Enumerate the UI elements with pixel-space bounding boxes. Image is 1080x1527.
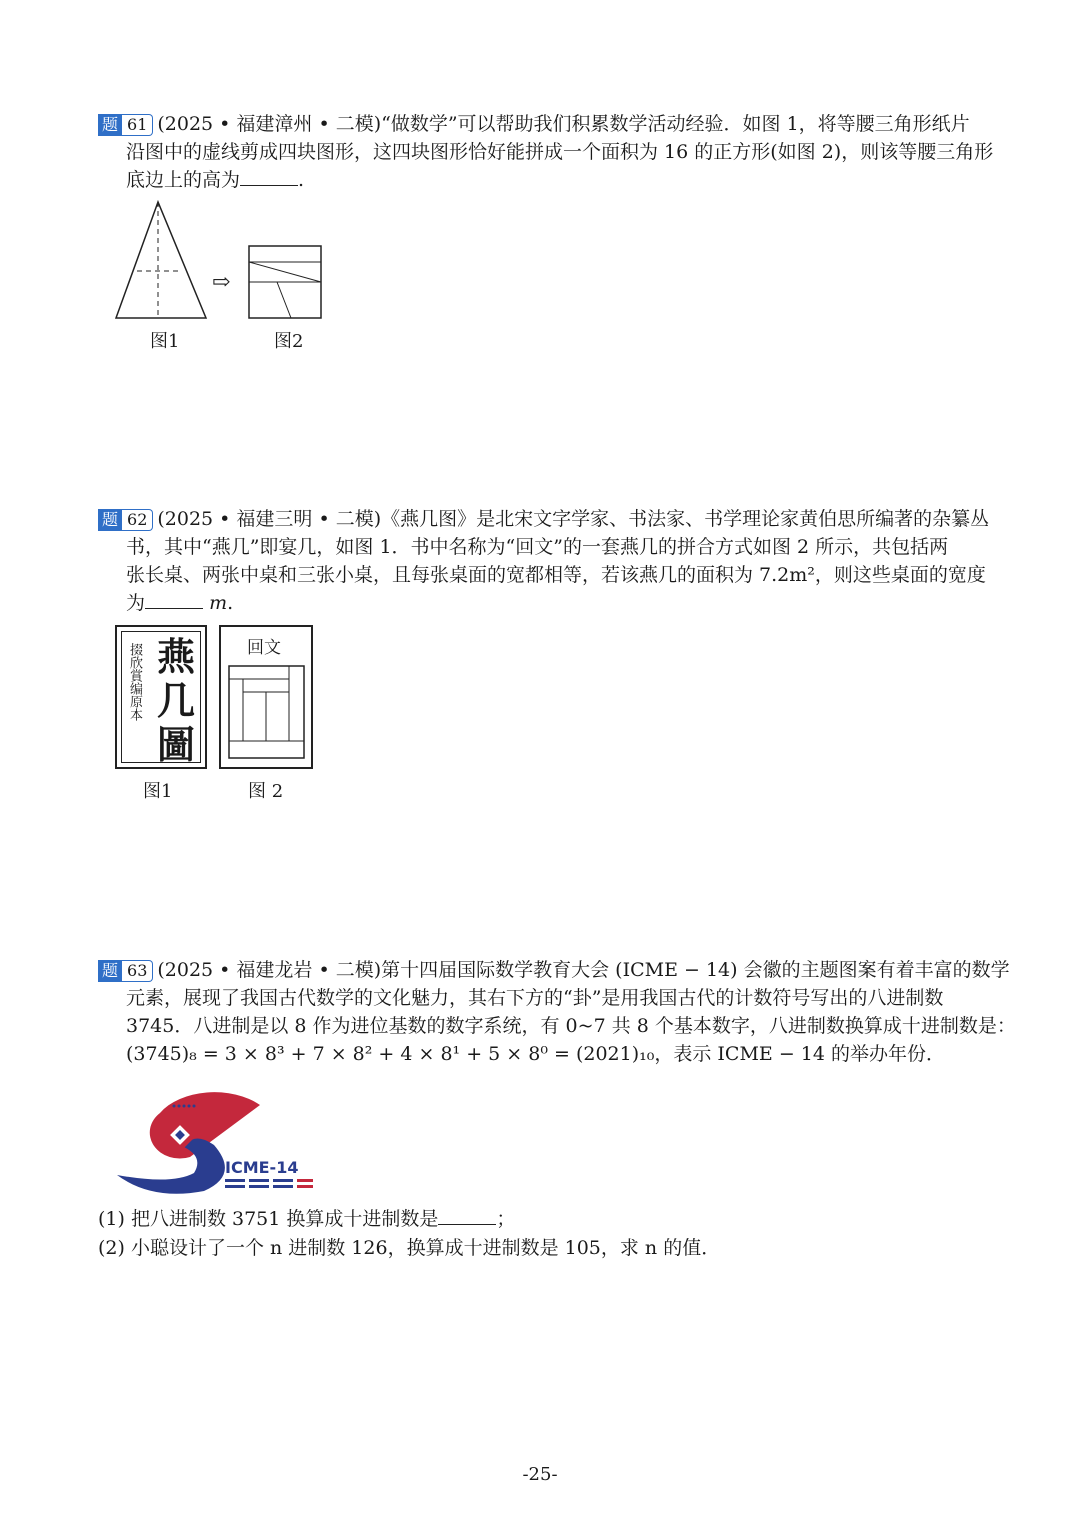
question-61 [98,110,994,194]
yanji-book-cover [115,625,207,769]
question-61-line-3: 底边上的高为 . [126,169,305,191]
figure-2-caption: 图2 [274,331,304,352]
triangle-figure [116,202,206,318]
question-62-line-1: 题 62 (2025 • 福建三明 • 二模)《燕几图》是北宋文字学家、书法家、书学理论家黄伯思所编著的杂纂丛 [98,505,988,533]
icme-14-logo [112,1075,322,1197]
question-62-line-2: 书，其中“燕几”即宴几，如图 1．书中名称为“回文”的一套燕几的拼合方式如图 2 所示，共包括两 [126,536,949,558]
question-62-line-4: 为 m. [126,592,234,614]
answer-blank [240,167,298,186]
question-63-line-2: 元素，展现了我国古代数学的文化魅力，其右下方的“卦”是用我国古代的计数符号写出的八进制数 [126,987,944,1009]
q61-figures [112,198,332,324]
question-badge: 题 62 [98,509,153,531]
square-figure [249,246,321,318]
page-number: -25- [522,1464,558,1485]
question-badge: 题 63 [98,960,153,982]
figure-1-caption: 图1 [150,331,180,352]
answer-blank [438,1206,496,1225]
question-63-line-1: 题 63 (2025 • 福建龙岩 • 二模)第十四届国际数学教育大会 (ICME − 14) 会徽的主题图案有着丰富的数学 [98,956,988,984]
question-badge: 题 61 [98,114,153,136]
arrow-icon: ⇨ [212,270,231,295]
cover-small-text: 掇欣賞编原本 [127,643,142,721]
cover-title: 燕 几 圖 [157,634,196,767]
question-63-line-3: 3745．八进制是以 8 作为进位基数的数字系统，有 0~7 共 8 个基本数字，八进制数换算成十进制数是： [126,1015,1016,1037]
question-63-line-4: (3745)₈ = 3 × 8³ + 7 × 8² + 4 × 8¹ + 5 × 8⁰ = (2021)₁₀，表示 ICME − 14 的举办年份． [126,1043,945,1065]
question-61-line-1: 题 61 (2025 • 福建漳州 • 二模)“做数学”可以帮助我们积累数学活动经验．如图 1，将等腰三角形纸片 [98,110,988,138]
answer-blank [145,590,203,609]
question-62-line-3: 张长桌、两张中桌和三张小桌，且每张桌面的宽都相等，若该燕几的面积为 7.2m²，则这些桌面的宽度 [126,564,986,586]
huiwen-diagram [219,625,313,769]
figure-2-caption: 图 2 [248,781,284,802]
q63-part-2: (2) 小聪设计了一个 n 进制数 126，换算成十进制数是 105，求 n 的值． [98,1237,721,1259]
huiwen-label: 回文 [247,638,281,658]
figure-1-caption: 图1 [143,781,173,802]
svg-text:ICME-14: ICME-14 [225,1158,299,1177]
q63-part-1: (1) 把八进制数 3751 换算成十进制数是 ； [98,1208,516,1230]
question-63 [98,956,1016,1068]
question-61-line-2: 沿图中的虚线剪成四块图形，这四块图形恰好能拼成一个面积为 16 的正方形(如图 2)，则该等腰三角形 [126,141,994,163]
question-62 [98,505,988,617]
